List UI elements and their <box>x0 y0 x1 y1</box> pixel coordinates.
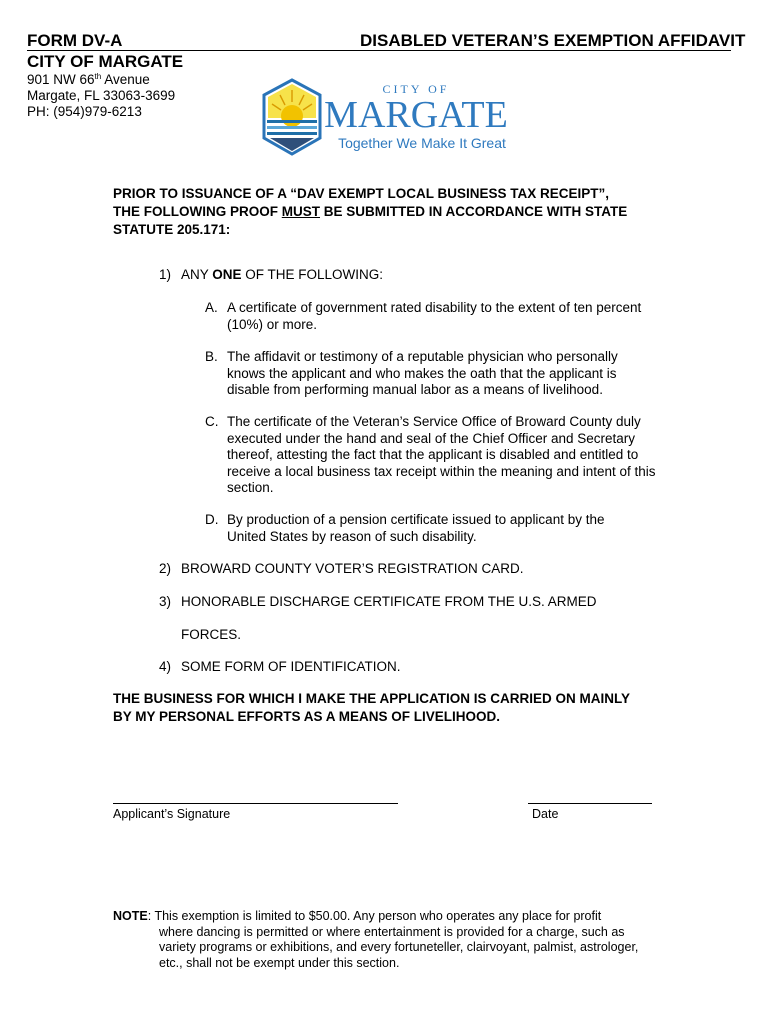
note-paragraph <box>113 909 653 971</box>
item-1-post: OF THE FOLLOWING: <box>241 267 384 282</box>
logo-name: MARGATE <box>324 94 508 136</box>
date-label: Date <box>532 807 559 821</box>
sub-item-b <box>205 349 675 405</box>
city-logo <box>262 78 524 156</box>
list-item-3-text: HONORABLE DISCHARGE CERTIFICATE FROM THE U.S. ARMED <box>181 594 597 609</box>
intro-line-1: PRIOR TO ISSUANCE OF A “DAV EXEMPT LOCAL BUSINESS TAX RECEIPT”, <box>113 186 610 201</box>
city-name: CITY OF MARGATE <box>27 52 184 71</box>
list-item-number: 3) <box>159 594 172 609</box>
logo-city-of: CITY OF <box>382 82 450 96</box>
sub-item-letter: C. <box>205 414 219 429</box>
sub-item-d-text: By production of a pension certificate issued to applicant by the United States by reason of such disability. <box>227 512 605 544</box>
sub-item-c <box>205 414 675 504</box>
sub-item-a-text: A certificate of government rated disability to the extent of ten percent (10%) or more. <box>227 300 642 332</box>
note-label: NOTE <box>113 909 148 923</box>
list-item-number: 1) <box>159 267 172 282</box>
list-item-4 <box>159 659 659 677</box>
intro-line-2-post: BE SUBMITTED IN ACCORDANCE WITH STATE <box>320 204 628 219</box>
logo-emblem-icon <box>264 80 320 154</box>
address-phone: PH: (954)979-6213 <box>27 104 142 119</box>
closing-statement <box>113 690 673 726</box>
applicant-signature-field[interactable] <box>113 803 398 804</box>
intro-line-2-pre: THE FOLLOWING PROOF <box>113 204 282 219</box>
sub-item-d <box>205 512 675 552</box>
closing-line-2: BY MY PERSONAL EFFORTS AS A MEANS OF LIVELIHOOD. <box>113 709 501 724</box>
item-1-pre: ANY <box>181 267 213 282</box>
applicant-signature-label: Applicant’s Signature <box>113 807 231 821</box>
address-street-name: Avenue <box>101 72 150 87</box>
list-item-3-text-continued: FORCES. <box>181 627 242 642</box>
list-item-2 <box>159 561 659 579</box>
list-item-4-text: SOME FORM OF IDENTIFICATION. <box>181 659 401 674</box>
closing-line-1: THE BUSINESS FOR WHICH I MAKE THE APPLICATION IS CARRIED ON MAINLY <box>113 691 631 706</box>
sub-item-letter: A. <box>205 300 218 315</box>
sub-item-a <box>205 300 675 340</box>
list-item-1-text <box>181 267 383 284</box>
form-id: FORM DV-A <box>27 31 123 50</box>
note-continuation: where dancing is permitted or where entertainment is provided for a charge, such as variety programs or exhibitions, and every fortuneteller, clairvoyant, palmist, astrologer, etc., shall not be exempt under this section. <box>159 924 639 970</box>
list-item-number: 2) <box>159 561 172 576</box>
list-item-2-text: BROWARD COUNTY VOTER’S REGISTRATION CARD. <box>181 561 524 576</box>
note-colon: : <box>147 909 152 923</box>
sub-item-b-text: The affidavit or testimony of a reputable physician who personally knows the applicant and who makes the oath that the applicant is disable from performing manual labor as a means of livelihood. <box>227 349 618 397</box>
item-1-emphasis: ONE <box>212 267 242 282</box>
intro-paragraph <box>113 185 673 239</box>
list-item-3 <box>159 594 659 644</box>
document-title: DISABLED VETERAN’S EXEMPTION AFFIDAVIT <box>360 31 746 50</box>
logo-tagline: Together We Make It Great <box>338 135 506 151</box>
intro-line-3: STATUTE 205.171: <box>113 222 231 237</box>
address-city: Margate, FL 33063-3699 <box>27 88 176 103</box>
address-street-suffix: th <box>94 72 102 81</box>
note-line-1: This exemption is limited to $50.00. Any person who operates any place for profit <box>151 909 602 923</box>
intro-line-2 <box>113 203 673 221</box>
list-item-number: 4) <box>159 659 172 674</box>
address-street <box>27 72 150 87</box>
note-first-line <box>113 909 653 925</box>
intro-must-emphasis: MUST <box>281 204 320 219</box>
date-field[interactable] <box>528 803 652 804</box>
address-street-number: 901 NW 66 <box>27 72 95 87</box>
header-rule <box>27 50 731 51</box>
sub-item-letter: D. <box>205 512 219 527</box>
list-item-1 <box>159 267 659 285</box>
sub-item-letter: B. <box>205 349 218 364</box>
sub-item-c-text: The certificate of the Veteran’s Service Office of Broward County duly executed under the hand and seal of the Chief Officer and Secretary thereof, attesting the fact that the applicant is disabled and entitled to receive a local business tax receipt within the meaning and intent of this section. <box>227 414 656 495</box>
